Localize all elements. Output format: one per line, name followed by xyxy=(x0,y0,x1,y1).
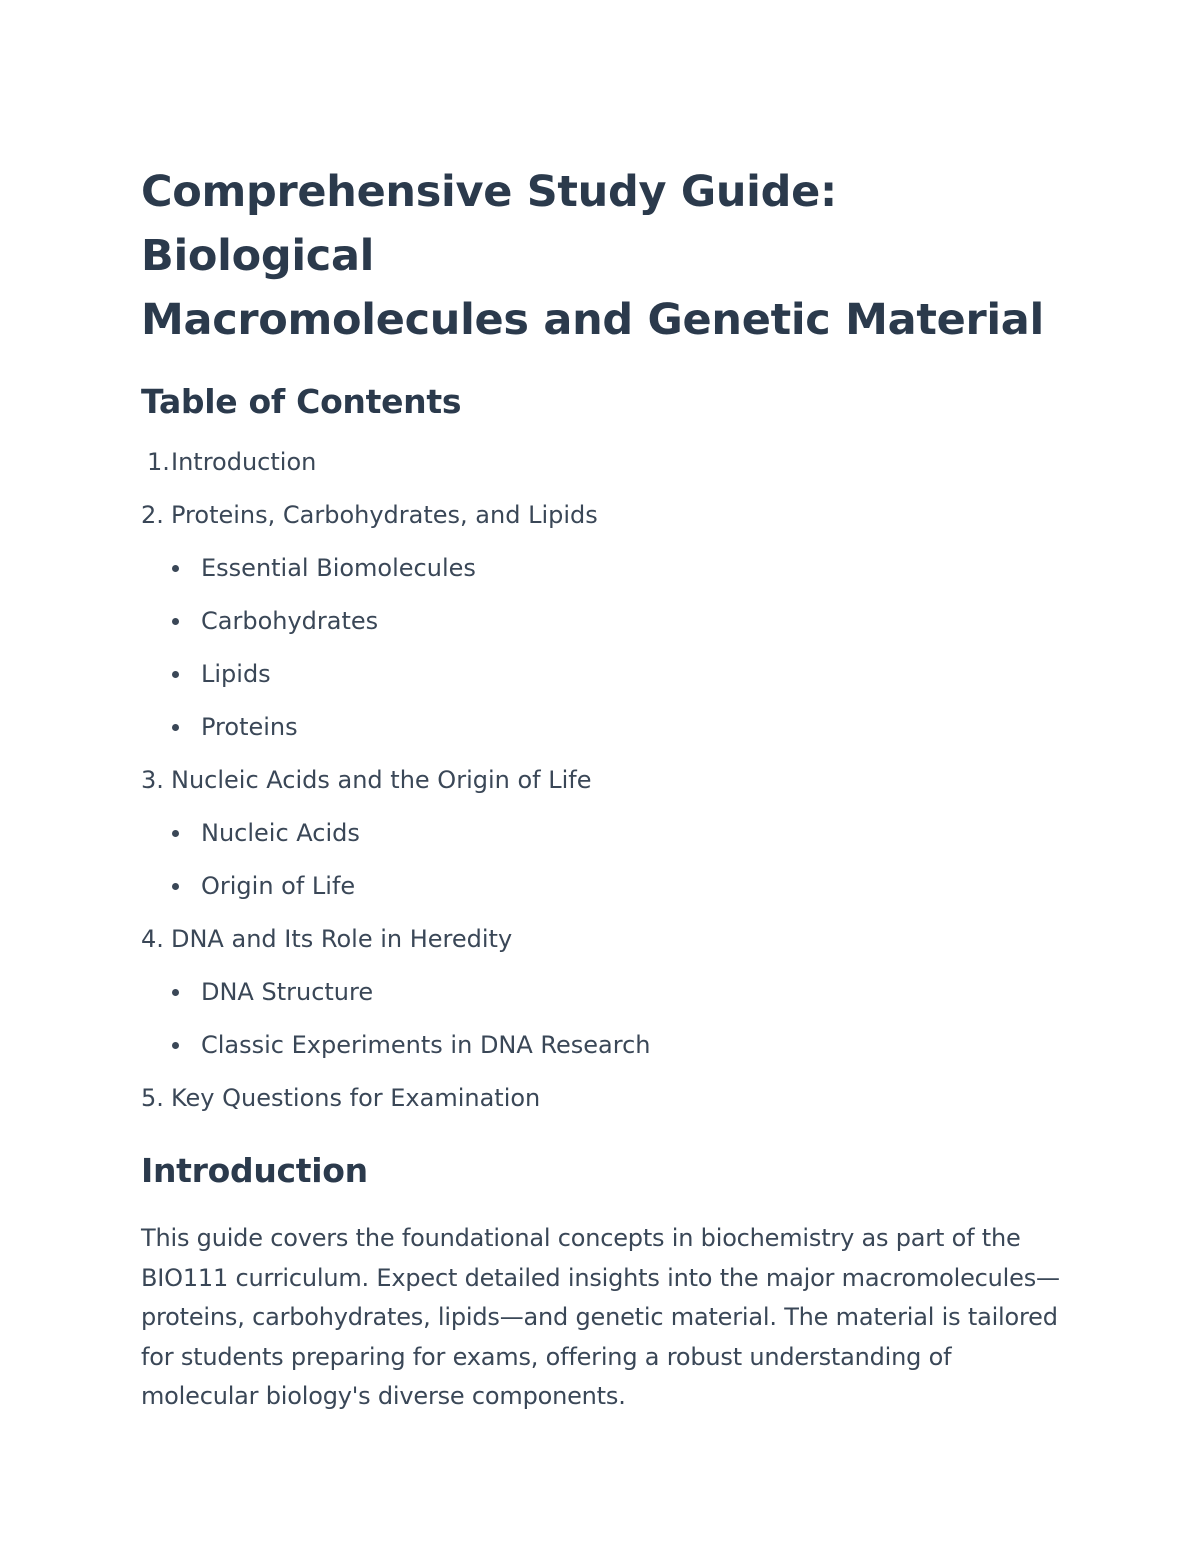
document-title-line-1: Comprehensive Study Guide: Biological xyxy=(141,167,837,281)
toc-item-proteins-carbohydrates-lipids[interactable] xyxy=(141,501,1071,554)
toc-subitem-origin-of-life[interactable] xyxy=(141,872,1071,925)
toc-item-introduction[interactable] xyxy=(141,448,1071,501)
document-page xyxy=(141,160,1071,1417)
toc-subitem-dna-structure[interactable] xyxy=(141,978,1071,1031)
toc-sublabel: Nucleic Acids xyxy=(201,819,360,847)
toc-sublabel: Carbohydrates xyxy=(201,607,379,635)
toc-subitem-nucleic-acids[interactable] xyxy=(141,819,1071,872)
toc-item-key-questions[interactable] xyxy=(141,1084,1071,1137)
toc-heading: Table of Contents xyxy=(141,382,462,421)
toc-sublabel: Proteins xyxy=(201,713,298,741)
toc-label: Nucleic Acids and the Origin of Life xyxy=(171,766,592,794)
bullet-icon xyxy=(172,671,179,678)
introduction-paragraph: This guide covers the foundational concepts in biochemistry as part of the BIO111 curriculum. Expect detailed insights into the major macromolecules—proteins, carbohydrates, lipids—and genetic material. The material is tailored for students preparing for exams, offering a robust understanding of molecular biology's diverse components. xyxy=(141,1224,1060,1410)
bullet-icon xyxy=(172,1042,179,1049)
toc-number: 4. xyxy=(141,925,164,953)
bullet-icon xyxy=(172,830,179,837)
toc-subitem-essential-biomolecules[interactable] xyxy=(141,554,1071,607)
document-title xyxy=(141,160,1071,352)
toc-sublabel: DNA Structure xyxy=(201,978,374,1006)
bullet-icon xyxy=(172,724,179,731)
toc-label: Proteins, Carbohydrates, and Lipids xyxy=(171,501,598,529)
toc-sublabel: Classic Experiments in DNA Research xyxy=(201,1031,651,1059)
toc-number: 3. xyxy=(141,766,164,794)
toc-subitem-carbohydrates[interactable] xyxy=(141,607,1071,660)
toc-sublabel: Essential Biomolecules xyxy=(201,554,476,582)
toc-item-dna-heredity[interactable] xyxy=(141,925,1071,978)
toc-item-nucleic-acids-origin-of-life[interactable] xyxy=(141,766,1071,819)
toc-number: 5. xyxy=(141,1084,164,1112)
document-title-line-2: Macromolecules and Genetic Material xyxy=(141,295,1044,345)
toc-sublabel: Lipids xyxy=(201,660,271,688)
introduction-heading: Introduction xyxy=(141,1151,368,1190)
toc-label: Introduction xyxy=(171,448,317,476)
toc-number: 2. xyxy=(141,501,164,529)
toc-subitem-classic-experiments[interactable] xyxy=(141,1031,1071,1084)
toc-subitem-lipids[interactable] xyxy=(141,660,1071,713)
toc-label: DNA and Its Role in Heredity xyxy=(171,925,513,953)
table-of-contents xyxy=(141,448,1071,1137)
bullet-icon xyxy=(172,883,179,890)
toc-number: 1. xyxy=(147,448,170,476)
bullet-icon xyxy=(172,565,179,572)
toc-sublabel: Origin of Life xyxy=(201,872,356,900)
bullet-icon xyxy=(172,618,179,625)
toc-label: Key Questions for Examination xyxy=(171,1084,541,1112)
toc-subitem-proteins[interactable] xyxy=(141,713,1071,766)
bullet-icon xyxy=(172,989,179,996)
